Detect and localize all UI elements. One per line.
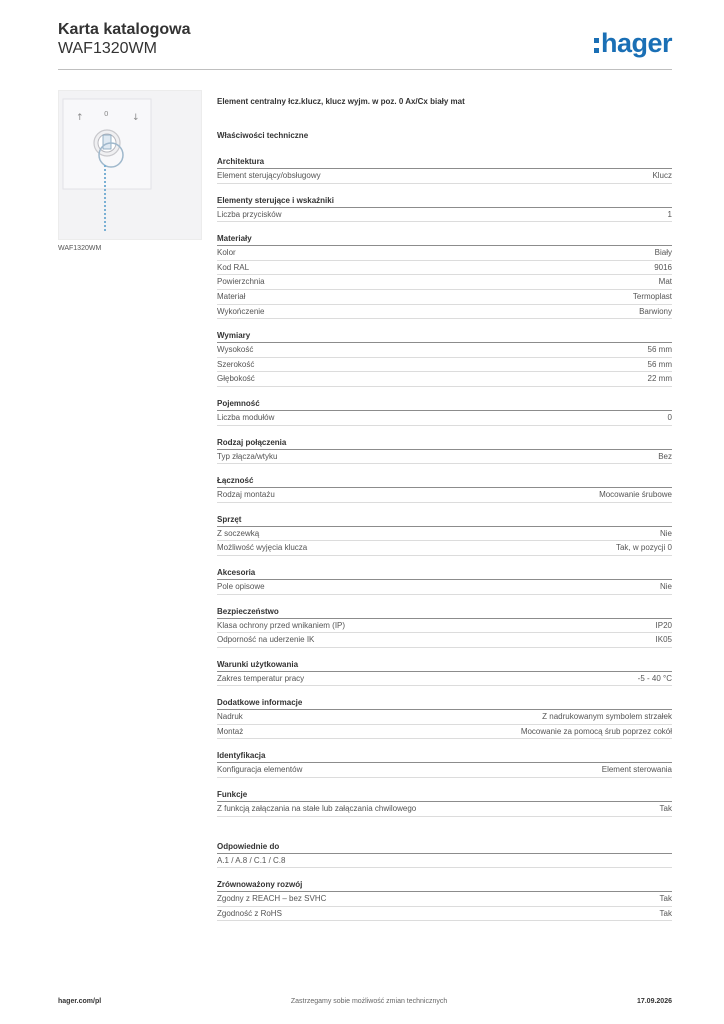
spec-row (217, 725, 672, 740)
spec-row (217, 275, 672, 290)
spec-value: Mat (658, 277, 672, 287)
spec-group-title: Akcesoria (217, 566, 672, 580)
spec-group-title: Sprzęt (217, 513, 672, 527)
spec-label: Typ złącza/wtyku (217, 451, 278, 461)
spec-value: Tak (659, 908, 672, 918)
spec-value: IK05 (655, 635, 672, 645)
spec-value: Barwiony (639, 306, 672, 316)
spec-group (217, 397, 672, 426)
spec-label: Z funkcją załączania na stałe lub załączania chwilowego (217, 804, 417, 814)
spec-value: 0 (667, 412, 672, 422)
spec-row (217, 672, 672, 687)
spec-group (217, 658, 672, 687)
spec-row (217, 372, 672, 387)
spec-row (217, 246, 672, 261)
spec-label: Klasa ochrony przed wnikaniem (IP) (217, 620, 346, 630)
spec-label: Powierzchnia (217, 277, 265, 287)
spec-label: Wysokość (217, 345, 254, 355)
spec-row (217, 541, 672, 556)
spec-group (217, 474, 672, 503)
spec-row (217, 358, 672, 373)
spec-value: Mocowanie za pomocą śrub poprzez cokół (520, 726, 672, 736)
footer-date: 17.09.2026 (636, 998, 672, 1005)
spec-label: Liczba modułów (217, 412, 275, 422)
spec-group (217, 155, 672, 184)
document-title: Karta katalogowa (58, 21, 191, 38)
spec-label: Szerokość (217, 359, 255, 369)
spec-label: Rodzaj montażu (217, 490, 275, 500)
spec-group (217, 513, 672, 556)
spec-group-title: Rodzaj połączenia (217, 436, 672, 450)
spec-group (217, 232, 672, 319)
document-footer (58, 998, 672, 1005)
spec-row (217, 169, 672, 184)
spec-value: Z nadrukowanym symbolem strzałek (542, 712, 672, 722)
arrow-down-icon: ↓ (132, 113, 140, 123)
spec-group (217, 749, 672, 778)
spec-label: Zakres temperatur pracy (217, 673, 305, 683)
spec-label: A.1 / A.8 / C.1 / C.8 (217, 855, 286, 865)
spec-row (217, 802, 672, 817)
footer-disclaimer: Zastrzegamy sobie możliwość zmian technicznych (290, 998, 448, 1005)
spec-group-title: Łączność (217, 474, 672, 488)
section-title: Właściwości techniczne (217, 131, 309, 140)
image-caption: WAF1320WM (58, 245, 102, 252)
spec-label: Zgodność z RoHS (217, 908, 282, 918)
spec-group (217, 788, 672, 817)
spec-row (217, 208, 672, 223)
spec-row (217, 763, 672, 778)
spec-label: Materiał (217, 291, 246, 301)
spec-label: Wykończenie (217, 306, 265, 316)
spec-group-title: Odpowiednie do (217, 840, 672, 854)
spec-value: Element sterowania (601, 765, 672, 775)
specification-content (217, 97, 672, 931)
spec-value: 1 (667, 209, 672, 219)
spec-row (217, 907, 672, 922)
spec-row (217, 892, 672, 907)
product-model: WAF1320WM (58, 40, 157, 57)
spec-row (217, 619, 672, 634)
spec-row (217, 411, 672, 426)
spec-group-title: Dodatkowe informacje (217, 696, 672, 710)
spec-label: Kod RAL (217, 262, 250, 272)
spec-group-title: Funkcje (217, 788, 672, 802)
spec-label: Głębokość (217, 374, 255, 384)
spec-value: Nie (659, 528, 672, 538)
logo-dots-icon (594, 38, 599, 53)
spec-value: -5 - 40 °C (637, 673, 672, 683)
spec-value: Biały (654, 248, 672, 258)
spec-group-title: Elementy sterujące i wskaźniki (217, 194, 672, 208)
spec-value: 9016 (654, 262, 672, 272)
spec-group (217, 566, 672, 595)
spec-label: Pole opisowe (217, 581, 265, 591)
spec-label: Zgodny z REACH – bez SVHC (217, 894, 327, 904)
spec-label: Z soczewką (217, 528, 260, 538)
zero-mark: 0 (104, 110, 109, 118)
spec-row (217, 527, 672, 542)
spec-label: Liczba przycisków (217, 209, 282, 219)
spec-value: Tak (659, 894, 672, 904)
spec-value: Nie (659, 581, 672, 591)
spec-label: Kolor (217, 248, 236, 258)
spec-group-title: Bezpieczeństwo (217, 605, 672, 619)
spec-group-title: Zrównoważony rozwój (217, 878, 672, 892)
spec-groups-secondary (217, 840, 672, 922)
spec-group (217, 605, 672, 648)
spec-row (217, 854, 672, 869)
spec-group-title: Pojemność (217, 397, 672, 411)
spec-value: Tak (659, 804, 672, 814)
spec-label: Możliwość wyjęcia klucza (217, 543, 308, 553)
spec-group (217, 840, 672, 869)
spec-value: 56 mm (647, 359, 672, 369)
spec-value: Termoplast (632, 291, 672, 301)
spec-label: Konfiguracja elementów (217, 765, 303, 775)
footer-website-link[interactable]: hager.com/pl (58, 998, 102, 1005)
spec-row (217, 450, 672, 465)
spec-label: Montaż (217, 726, 244, 736)
spec-groups (217, 155, 672, 817)
spec-group-title: Materiały (217, 232, 672, 246)
spec-group (217, 329, 672, 387)
spec-group (217, 436, 672, 465)
spec-group-title: Architektura (217, 155, 672, 169)
spec-group-title: Identyfikacja (217, 749, 672, 763)
spec-group (217, 194, 672, 223)
spec-row (217, 305, 672, 320)
spec-label: Element sterujący/obsługowy (217, 171, 321, 180)
spec-row (217, 710, 672, 725)
spec-value: IP20 (655, 620, 672, 630)
logo-text: hager (600, 27, 672, 58)
arrow-up-icon: ↑ (76, 113, 84, 123)
product-image (58, 90, 202, 240)
spec-value: Mocowanie śrubowe (599, 490, 672, 500)
spec-value: Bez (658, 451, 672, 461)
spec-row (217, 580, 672, 595)
spec-group-title: Wymiary (217, 329, 672, 343)
spec-value: 56 mm (647, 345, 672, 355)
spec-row (217, 290, 672, 305)
spec-label: Nadruk (217, 712, 243, 722)
spec-value: Klucz (652, 171, 672, 180)
key-switch-illustration (59, 91, 201, 239)
spec-value: Tak, w pozycji 0 (615, 543, 672, 553)
spec-group-title: Warunki użytkowania (217, 658, 672, 672)
spec-row (217, 343, 672, 358)
spec-row (217, 633, 672, 648)
spec-value: 22 mm (647, 374, 672, 384)
document-header (58, 20, 672, 70)
spec-row (217, 488, 672, 503)
spec-group (217, 878, 672, 921)
spec-row (217, 261, 672, 276)
spec-group (217, 696, 672, 739)
product-description: Element centralny łcz.klucz, klucz wyjm. w poz. 0 Ax/Cx biały mat (217, 97, 465, 106)
hager-logo (594, 28, 672, 58)
spec-label: Odporność na uderzenie IK (217, 635, 315, 645)
